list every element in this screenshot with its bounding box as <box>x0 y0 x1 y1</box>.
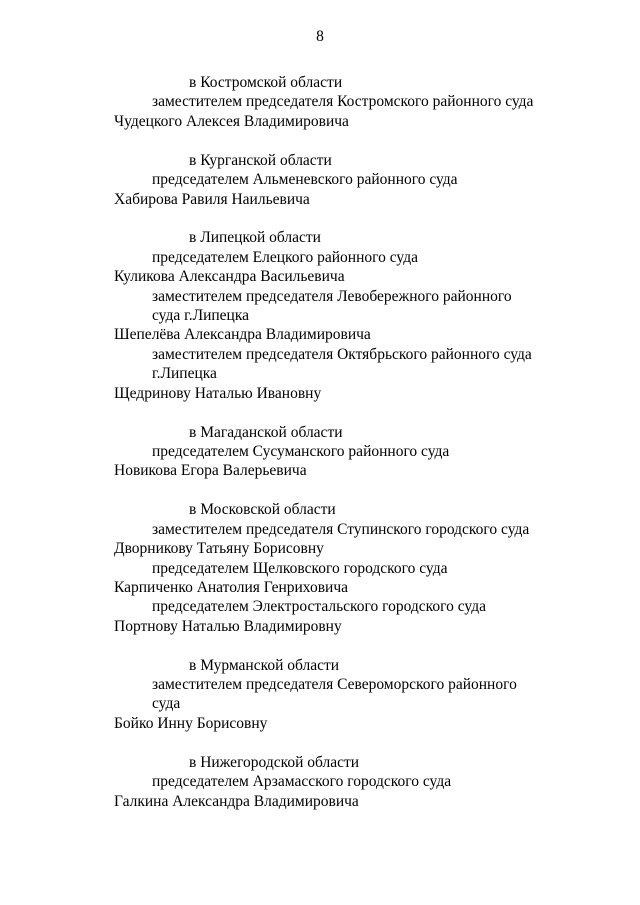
page-number: 8 <box>316 28 324 45</box>
region-section <box>0 656 640 734</box>
appointment-position: заместителем председателя Костромского районного суда <box>152 93 534 111</box>
region-heading: в Нижегородской области <box>189 753 360 771</box>
appointment-position: председателем Щелковского городского суда <box>152 559 448 577</box>
appointee-name: Новикова Егора Валерьевича <box>114 462 307 480</box>
appointee-name: Чудецкого Алексея Владимировича <box>114 112 349 130</box>
region-section <box>0 151 640 209</box>
appointment-position: заместителем председателя Октябрьского районного суда г.Липецка <box>152 345 532 383</box>
appointee-name: Шепелёва Александра Владимировича <box>114 326 371 344</box>
appointment-position: председателем Арзамасского городского суда <box>152 773 452 791</box>
region-section <box>0 73 640 131</box>
appointment-position: председателем Сусуманского районного суда <box>152 443 450 460</box>
region-heading: в Курганской области <box>189 151 332 169</box>
region-heading: в Московской области <box>189 501 336 519</box>
region-heading: в Костромской области <box>189 74 343 91</box>
appointee-name: Щедринову Наталью Ивановну <box>114 384 322 402</box>
region-section <box>0 228 640 403</box>
appointment-position: председателем Альменевского районного суда <box>152 171 458 189</box>
appointee-name: Бойко Инну Борисовну <box>114 714 268 732</box>
appointment-position: председателем Электростальского городского суда <box>152 598 486 616</box>
region-heading: в Липецкой области <box>189 229 321 247</box>
appointee-name: Дворникову Татьяну Борисовну <box>114 540 324 558</box>
region-section <box>0 753 640 811</box>
appointments-list <box>0 73 640 831</box>
region-section <box>0 500 640 636</box>
appointee-name: Хабирова Равиля Наильевича <box>114 190 310 208</box>
region-heading: в Мурманской области <box>189 656 340 674</box>
appointee-name: Галкина Александра Владимировича <box>114 792 359 810</box>
region-heading: в Магаданской области <box>189 423 343 441</box>
appointee-name: Карпиченко Анатолия Генриховича <box>114 578 349 596</box>
region-section <box>0 423 640 481</box>
appointment-position: заместителем председателя Североморского районного суда <box>152 676 517 713</box>
appointment-position: председателем Елецкого районного суда <box>152 248 418 266</box>
appointee-name: Портнову Наталью Владимировну <box>114 617 342 635</box>
appointee-name: Куликова Александра Васильевича <box>114 268 345 286</box>
appointment-position: заместителем председателя Левобережного районного суда г.Липецка <box>152 287 512 325</box>
appointment-position: заместителем председателя Ступинского городского суда <box>152 520 530 538</box>
